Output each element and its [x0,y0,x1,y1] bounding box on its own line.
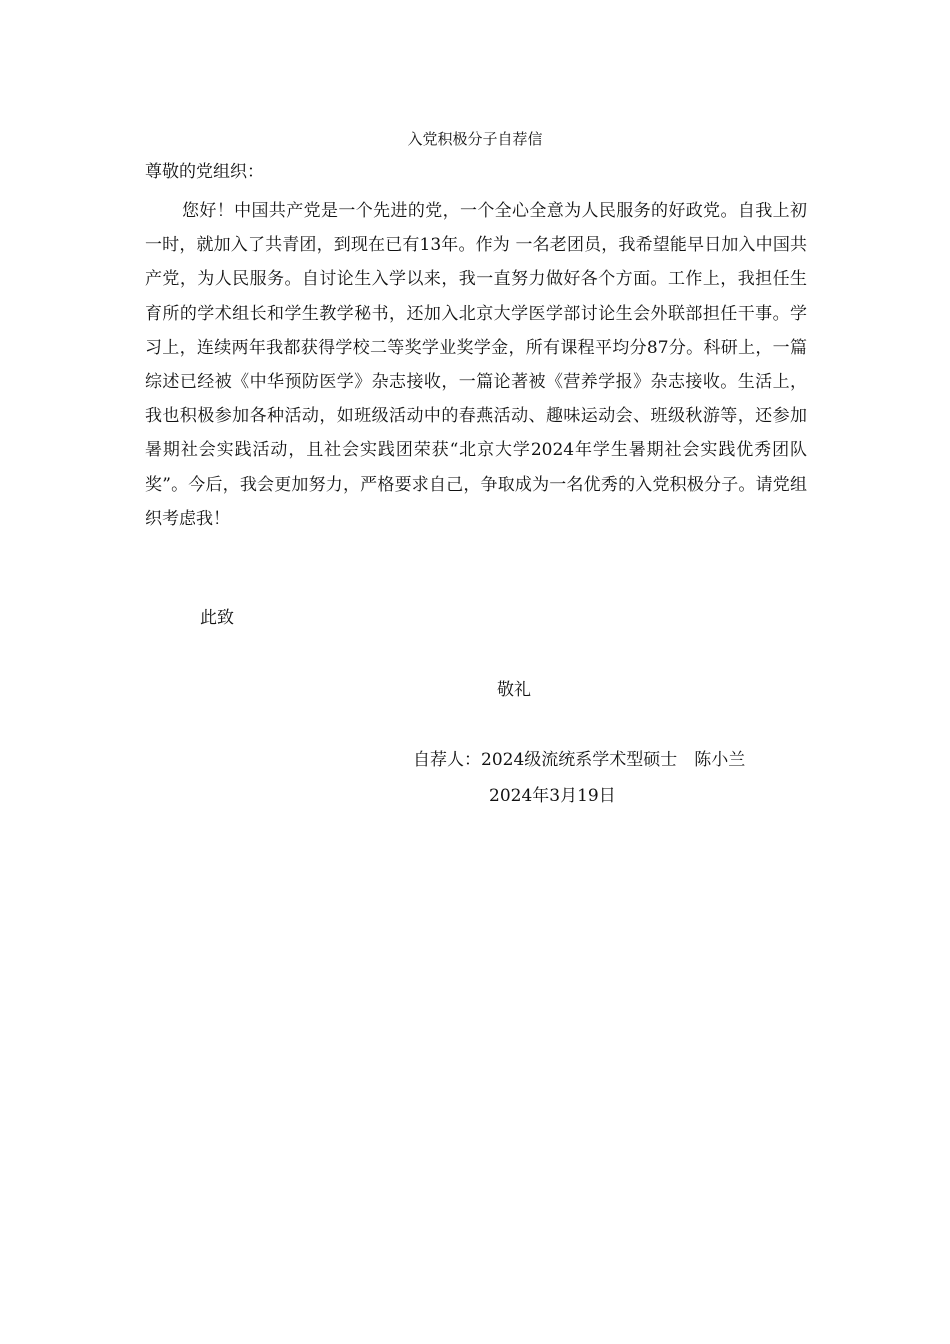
regards-phrase: 敬礼 [497,680,531,700]
letter-body: 您好！中国共产党是一个先进的党，一个全心全意为人民服务的好政党。自我上初一时，就加入了共青团，到现在已有13年。作为 一名老团员，我希望能早日加入中国共产党，为人民服务。自讨论生入学以来，我一直努力做好各个方面。工作上，我担任生育所的学术组长和学生教学秘书，还加入北京大学医学部讨论生会外联部担任干事。学习上，连续两年我都获得学校二等奖学业奖学金，所有课程平均分87分。科研上，一篇综述已经被《中华预防医学》杂志接收，一篇论著被《营养学报》杂志接收。生活上，我也积极参加各种活动，如班级活动中的春燕活动、趣味运动会、班级秋游等，还参加暑期社会实践活动，且社会实践团荣获“北京大学2024年学生暑期社会实践优秀团队奖”。今后，我会更加努力，严格要求自己，争取成为一名优秀的入党积极分子。请党组织考虑我！ [145,201,807,529]
document-title: 入党积极分子自荐信 [407,130,543,148]
signer-line: 自荐人：2024级流统系学术型硕士 陈小兰 [413,750,746,770]
letter-date: 2024年3月19日 [489,786,616,806]
closing-phrase: 此致 [200,608,234,628]
salutation: 尊敬的党组织： [145,162,264,182]
